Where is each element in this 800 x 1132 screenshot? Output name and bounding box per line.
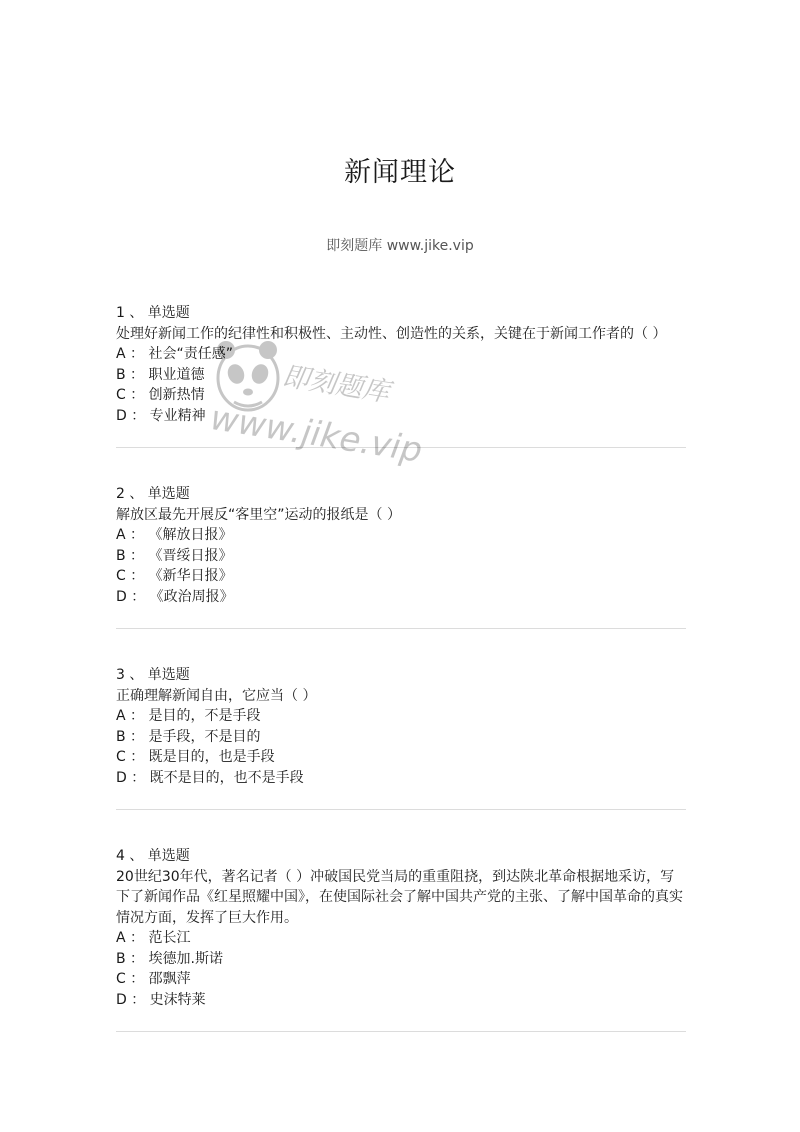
question-item [116, 846, 686, 1010]
question-divider [116, 628, 686, 629]
document-title: 新闻理论 [344, 157, 456, 188]
question-header: 4 、 单选题 [116, 848, 190, 864]
question-divider [116, 809, 686, 810]
option-d: D ： 专业精神 [116, 407, 206, 424]
question-list [116, 303, 686, 1068]
question-header: 1 、 单选题 [116, 305, 190, 321]
option-b: B ： 《晋绥日报》 [116, 547, 233, 564]
option-a: A ： 社会“责任感” [116, 346, 233, 362]
option-b: B ： 埃德加.斯诺 [116, 950, 223, 967]
watermark-url: www.jike.vip [207, 398, 425, 471]
question-stem: 正确理解新闻自由，它应当（ ） [116, 687, 317, 704]
option-c: C ： 《新华日报》 [116, 568, 233, 584]
option-c: C ： 既是目的，也是手段 [116, 749, 275, 765]
question-item [116, 303, 686, 426]
option-d: D ： 《政治周报》 [116, 588, 234, 605]
option-b: B ： 是手段，不是目的 [116, 728, 261, 745]
question-item [116, 484, 686, 607]
question-divider [116, 1031, 686, 1032]
question-stem: 处理好新闻工作的纪律性和积极性、主动性、创造性的关系，关键在于新闻工作者的（ ） [116, 325, 667, 342]
question-header: 3 、 单选题 [116, 667, 190, 683]
question-stem: 解放区最先开展反“客里空”运动的报纸是（ ） [116, 506, 401, 523]
question-header: 2 、 单选题 [116, 486, 190, 502]
option-d: D ： 既不是目的，也不是手段 [116, 769, 304, 786]
watermark-name: 即刻题库 [280, 360, 392, 409]
option-c: C ： 创新热情 [116, 387, 205, 403]
question-stem: 20世纪30年代，著名记者（ ）冲破国民党当局的重重阻挠，到达陕北革命根据地采访，写下了新闻作品《红星照耀中国》，在使国际社会了解中国共产党的主张、了解中国革命的真实情况方面，发挥了巨大作用。 [116, 868, 683, 926]
option-a: A ： 《解放日报》 [116, 527, 233, 543]
option-a: A ： 范长江 [116, 930, 191, 946]
question-divider [116, 447, 686, 448]
option-d: D ： 史沫特莱 [116, 991, 206, 1008]
document-subtitle: 即刻题库 www.jike.vip [326, 238, 474, 254]
option-c: C ： 邵飘萍 [116, 971, 191, 987]
option-a: A ： 是目的，不是手段 [116, 708, 261, 724]
question-item [116, 665, 686, 788]
option-b: B ： 职业道德 [116, 366, 205, 383]
